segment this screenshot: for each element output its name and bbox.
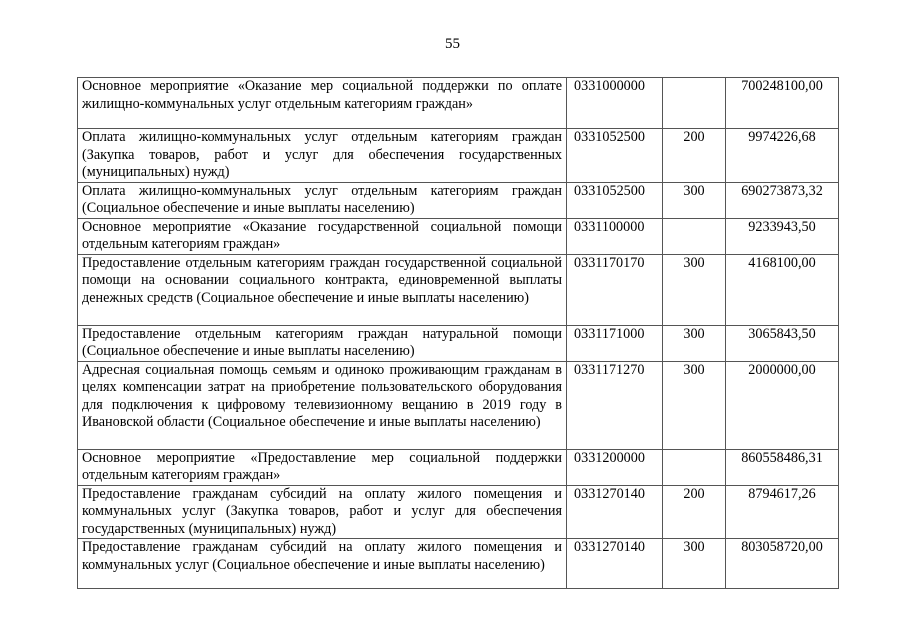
expense-name-cell: Основное мероприятие «Оказание мер социальной поддержки по оплате жилищно-коммунальных услуг отдельным категориям граждан»	[78, 78, 567, 129]
expense-type-cell: 300	[663, 254, 726, 325]
expense-type-cell: 300	[663, 325, 726, 361]
target-code-cell: 0331200000	[567, 449, 663, 485]
amount-cell: 690273873,32	[726, 182, 839, 218]
table-row	[78, 485, 839, 539]
expense-type-cell: 200	[663, 485, 726, 539]
table-row	[78, 129, 839, 183]
expense-name-cell: Предоставление отдельным категориям граждан государственной социальной помощи на основании социального контракта, единовременной выплаты денежных средств (Социальное обеспечение и иные выплаты населению)	[78, 254, 567, 325]
target-code-cell: 0331270140	[567, 539, 663, 589]
expense-type-cell: 300	[663, 361, 726, 449]
expense-name-cell: Основное мероприятие «Оказание государственной социальной помощи отдельным категориям граждан»	[78, 218, 567, 254]
target-code-cell: 0331100000	[567, 218, 663, 254]
expense-type-cell: 300	[663, 182, 726, 218]
table-row	[78, 449, 839, 485]
target-code-cell: 0331270140	[567, 485, 663, 539]
table-row	[78, 254, 839, 325]
amount-cell: 4168100,00	[726, 254, 839, 325]
amount-cell: 8794617,26	[726, 485, 839, 539]
amount-cell: 9233943,50	[726, 218, 839, 254]
amount-cell: 860558486,31	[726, 449, 839, 485]
expense-name-cell: Адресная социальная помощь семьям и одиноко проживающим гражданам в целях компенсации затрат на приобретение пользовательского оборудования для подключения к цифровому телевизионному вещанию в 2019 году в Ивановской области (Социальное обеспечение и иные выплаты населению)	[78, 361, 567, 449]
amount-cell: 2000000,00	[726, 361, 839, 449]
budget-table	[77, 77, 839, 589]
target-code-cell: 0331171270	[567, 361, 663, 449]
target-code-cell: 0331170170	[567, 254, 663, 325]
expense-name-cell: Основное мероприятие «Предоставление мер социальной поддержки отдельным категориям граждан»	[78, 449, 567, 485]
table-row	[78, 182, 839, 218]
expense-name-cell: Оплата жилищно-коммунальных услуг отдельным категориям граждан (Социальное обеспечение и иные выплаты населению)	[78, 182, 567, 218]
expense-name-cell: Предоставление гражданам субсидий на оплату жилого помещения и коммунальных услуг (Закупка товаров, работ и услуг для обеспечения государственных (муниципальных) нужд)	[78, 485, 567, 539]
expense-type-cell	[663, 78, 726, 129]
expense-type-cell: 200	[663, 129, 726, 183]
table-row	[78, 361, 839, 449]
table-row	[78, 325, 839, 361]
table-row	[78, 218, 839, 254]
amount-cell: 9974226,68	[726, 129, 839, 183]
amount-cell: 700248100,00	[726, 78, 839, 129]
amount-cell: 3065843,50	[726, 325, 839, 361]
page-number: 55	[445, 36, 460, 52]
target-code-cell: 0331052500	[567, 129, 663, 183]
table-row	[78, 78, 839, 129]
expense-name-cell: Оплата жилищно-коммунальных услуг отдельным категориям граждан (Закупка товаров, работ и услуг для обеспечения государственных (муниципальных) нужд)	[78, 129, 567, 183]
expense-type-cell	[663, 449, 726, 485]
expense-type-cell	[663, 218, 726, 254]
target-code-cell: 0331171000	[567, 325, 663, 361]
target-code-cell: 0331000000	[567, 78, 663, 129]
expense-type-cell: 300	[663, 539, 726, 589]
table-row	[78, 539, 839, 589]
expense-name-cell: Предоставление отдельным категориям граждан натуральной помощи (Социальное обеспечение и иные выплаты населению)	[78, 325, 567, 361]
target-code-cell: 0331052500	[567, 182, 663, 218]
expense-name-cell: Предоставление гражданам субсидий на оплату жилого помещения и коммунальных услуг (Социальное обеспечение и иные выплаты населению)	[78, 539, 567, 589]
amount-cell: 803058720,00	[726, 539, 839, 589]
